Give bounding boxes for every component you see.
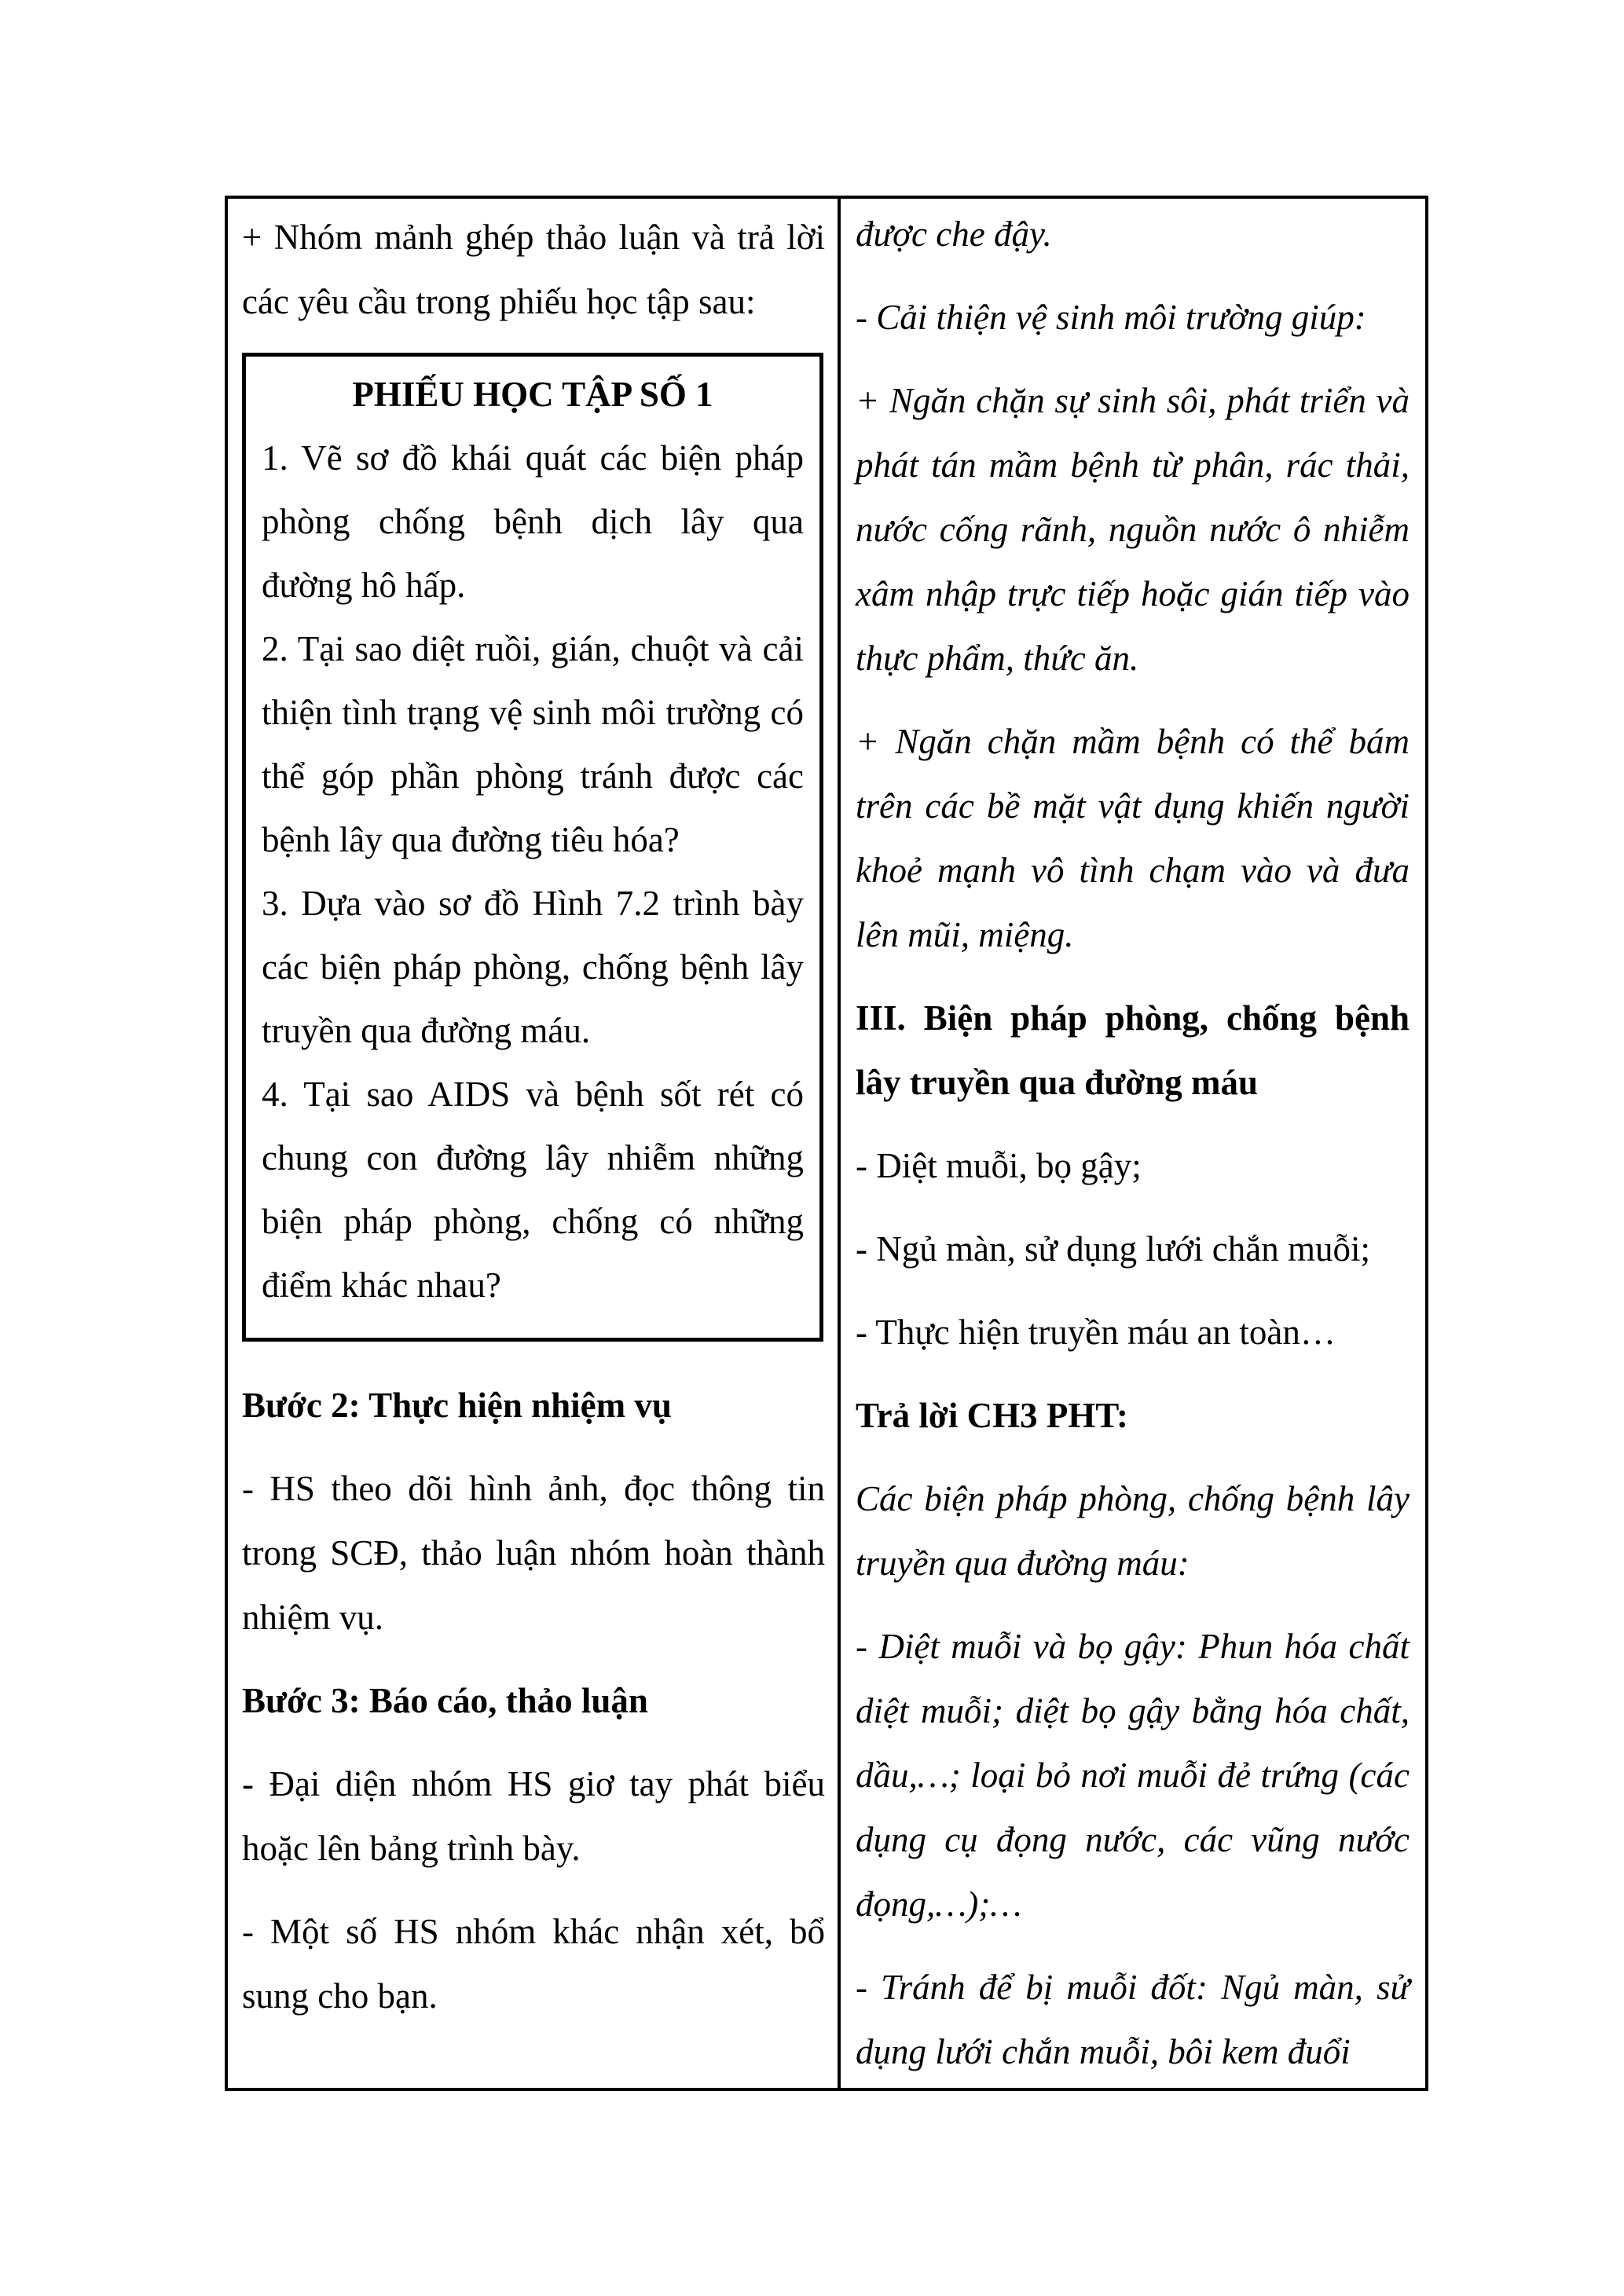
step3-item-2: - Một số HS nhóm khác nhận xét, bổ sung cho bạn. <box>242 1912 825 2016</box>
step2-heading: Bước 2: Thực hiện nhiệm vụ <box>242 1386 672 1425</box>
measure-mosquito: - Diệt muỗi, bọ gậy; <box>856 1146 1142 1185</box>
worksheet-box <box>242 353 823 1342</box>
lesson-plan-table <box>225 196 1428 2091</box>
content-paragraph-prevent-spread: + Ngăn chặn sự sinh sôi, phát triển và phát tán mầm bệnh từ phân, rác thải, nước cống rãnh, nguồn nước ô nhiễm xâm nhập trực tiếp hoặc gián tiếp vào thực phẩm, thức ăn. <box>856 381 1410 678</box>
table-cell-activity <box>228 199 841 2088</box>
measure-transfusion: - Thực hiện truyền máu an toàn… <box>856 1313 1336 1352</box>
answer-ch3-heading: Trả lời CH3 PHT: <box>856 1396 1128 1435</box>
worksheet-item-2: 2. Tại sao diệt ruồi, gián, chuột và cải thiện tình trạng vệ sinh môi trường có thể góp phần phòng tránh được các bệnh lây qua đường tiêu hóa? <box>262 629 804 859</box>
answer-ch3-kill-mosquito: - Diệt muỗi và bọ gậy: Phun hóa chất diệt muỗi; diệt bọ gậy bằng hóa chất, dầu,…; loại bỏ nơi muỗi đẻ trứng (các dụng cụ đọng nước, các vũng nước đọng,…);… <box>856 1627 1410 1924</box>
step2-body: - HS theo dõi hình ảnh, đọc thông tin trong SCĐ, thảo luận nhóm hoàn thành nhiệm vụ. <box>242 1469 825 1637</box>
content-paragraph-sanitation-intro: - Cải thiện vệ sinh môi trường giúp: <box>856 298 1366 337</box>
step3-item-1: - Đại diện nhóm HS giơ tay phát biểu hoặc lên bảng trình bày. <box>242 1764 825 1868</box>
step3-heading: Bước 3: Báo cáo, thảo luận <box>242 1681 648 1720</box>
answer-ch3-intro: Các biện pháp phòng, chống bệnh lây truyền qua đường máu: <box>856 1479 1410 1583</box>
worksheet-item-4: 4. Tại sao AIDS và bệnh sốt rét có chung con đường lây nhiễm những biện pháp phòng, chống có những điểm khác nhau? <box>262 1075 804 1305</box>
content-paragraph-prevent-surface: + Ngăn chặn mầm bệnh có thể bám trên các bề mặt vật dụng khiến người khoẻ mạnh vô tình chạm vào và đưa lên mũi, miệng. <box>856 722 1410 954</box>
intro-paragraph: + Nhóm mảnh ghép thảo luận và trả lời các yêu cầu trong phiếu học tập sau: <box>242 218 825 321</box>
worksheet-item-1: 1. Vẽ sơ đồ khái quát các biện pháp phòng chống bệnh dịch lây qua đường hô hấp. <box>262 438 804 605</box>
content-paragraph-covered: được che đậy. <box>856 214 1052 254</box>
measure-net: - Ngủ màn, sử dụng lưới chắn muỗi; <box>856 1229 1371 1269</box>
table-cell-content <box>841 199 1425 2088</box>
worksheet-title: PHIẾU HỌC TẬP SỐ 1 <box>352 375 713 414</box>
section-iii-heading: III. Biện pháp phòng, chống bệnh lây truyền qua đường máu <box>856 998 1410 1102</box>
answer-ch3-avoid-bites: - Tránh để bị muỗi đốt: Ngủ màn, sử dụng lưới chắn muỗi, bôi kem đuổi <box>856 1968 1410 2071</box>
worksheet-item-3: 3. Dựa vào sơ đồ Hình 7.2 trình bày các biện pháp phòng, chống bệnh lây truyền qua đường máu. <box>262 884 804 1050</box>
